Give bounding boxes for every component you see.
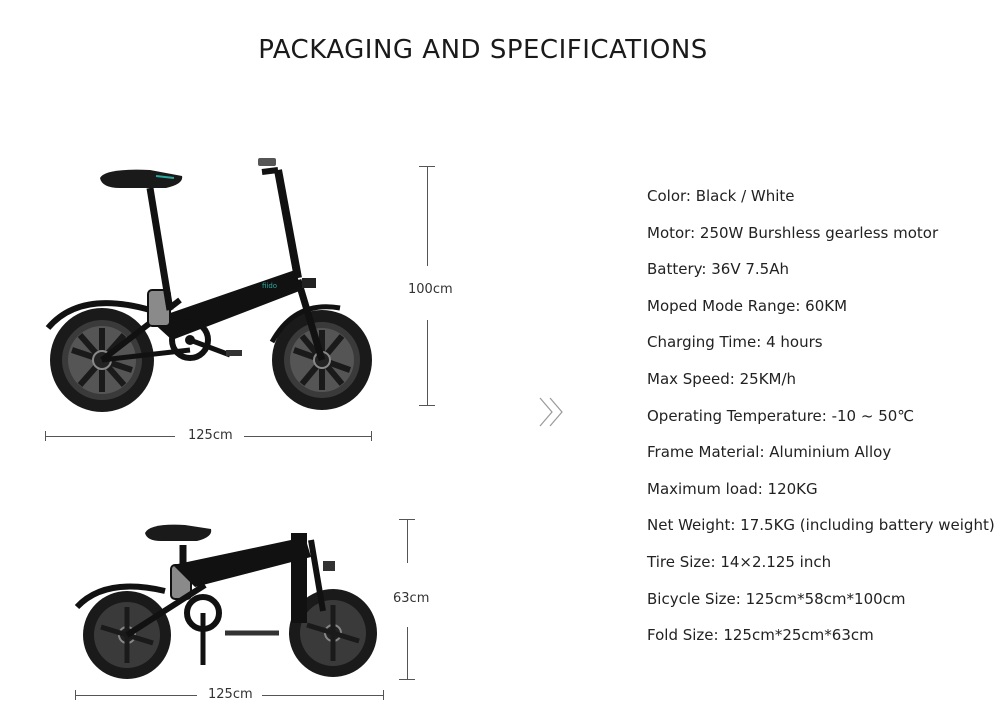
folded-length-line <box>75 695 197 696</box>
unfolded-height-line <box>427 166 428 266</box>
unfolded-bike-image <box>40 150 380 420</box>
unfolded-length-label: 125cm <box>188 428 233 443</box>
folded-length-label: 125cm <box>208 687 253 702</box>
double-chevron-right-icon <box>538 396 568 428</box>
spec-frame-material: Frame Material: Aluminium Alloy <box>647 443 892 462</box>
svg-text:fiido: fiido <box>262 282 278 290</box>
spec-range: Moped Mode Range: 60KM <box>647 296 848 315</box>
spec-tire-size: Tire Size: 14×2.125 inch <box>647 552 832 571</box>
spec-battery: Battery: 36V 7.5Ah <box>647 260 789 279</box>
folded-height-label: 63cm <box>393 591 430 606</box>
spec-max-speed: Max Speed: 25KM/h <box>647 369 797 388</box>
unfolded-height-label: 100cm <box>408 282 453 297</box>
unfolded-length-line <box>45 436 175 437</box>
spec-bicycle-size: Bicycle Size: 125cm*58cm*100cm <box>647 589 906 608</box>
page-title: PACKAGING AND SPECIFICATIONS <box>258 35 708 66</box>
spec-operating-temperature: Operating Temperature: -10 ~ 50℃ <box>647 406 915 425</box>
spec-motor: Motor: 250W Burshless gearless motor <box>647 223 939 242</box>
spec-fold-size: Fold Size: 125cm*25cm*63cm <box>647 626 874 645</box>
specifications-list <box>647 186 995 662</box>
spec-color: Color: Black / White <box>647 187 795 205</box>
spec-net-weight: Net Weight: 17.5KG (including battery weight) <box>647 516 995 535</box>
spec-charging-time: Charging Time: 4 hours <box>647 333 823 352</box>
folded-height-line <box>407 519 408 563</box>
folded-bike-image <box>65 515 395 685</box>
spec-maximum-load: Maximum load: 120KG <box>647 479 818 498</box>
